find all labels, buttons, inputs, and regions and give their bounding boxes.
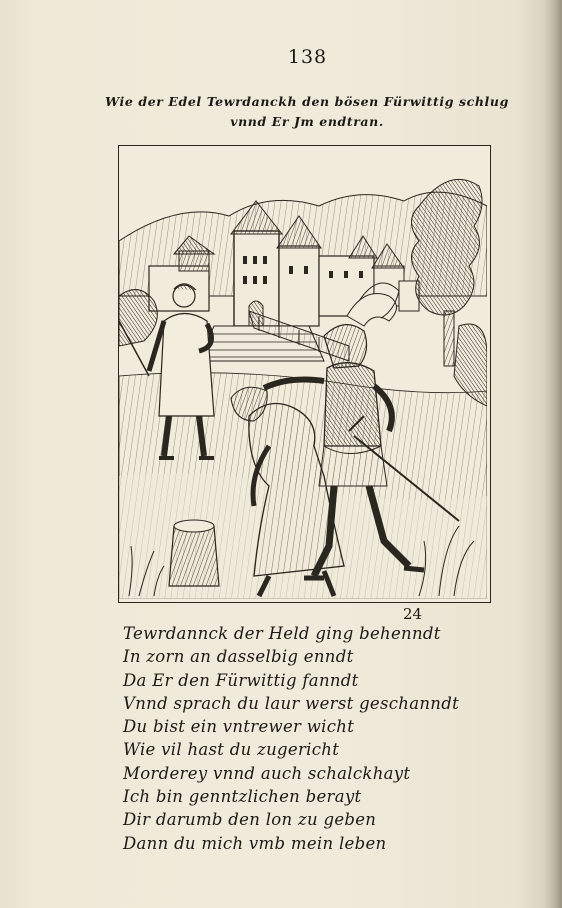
page-edge-shadow <box>544 0 562 908</box>
verse-line: Ich bin genntzlichen berayt <box>123 787 362 807</box>
chapter-heading <box>100 92 514 132</box>
verse-line: Morderey vnnd auch schalckhayt <box>123 763 411 783</box>
verse-line: Du bist ein vntrewer wicht <box>123 717 355 737</box>
verse-line: Vnnd sprach du laur werst geschanndt <box>123 693 460 713</box>
verse-block <box>123 622 463 855</box>
verse-line: In zorn an dasselbig enndt <box>123 647 354 667</box>
verse-line: Tewrdannck der Held ging behenndt <box>123 624 441 643</box>
verse-line: Wie vil hast du zugericht <box>123 740 340 760</box>
heading-line-1: Wie der Edel Tewrdanckh den bösen Fürwittig schlug <box>105 94 509 109</box>
plate-number: 24 <box>403 605 423 623</box>
woodcut-illustration <box>118 145 491 603</box>
verse-line: Dir darumb den lon zu geben <box>123 810 377 830</box>
page-number: 138 <box>287 46 328 68</box>
verse-line: Dann du mich vmb mein leben <box>123 833 387 853</box>
verse-line: Da Er den Fürwittig fanndt <box>123 670 359 690</box>
heading-line-2: vnnd Er Jm endtran. <box>230 114 384 129</box>
woodcut-knight-scene <box>119 146 487 599</box>
